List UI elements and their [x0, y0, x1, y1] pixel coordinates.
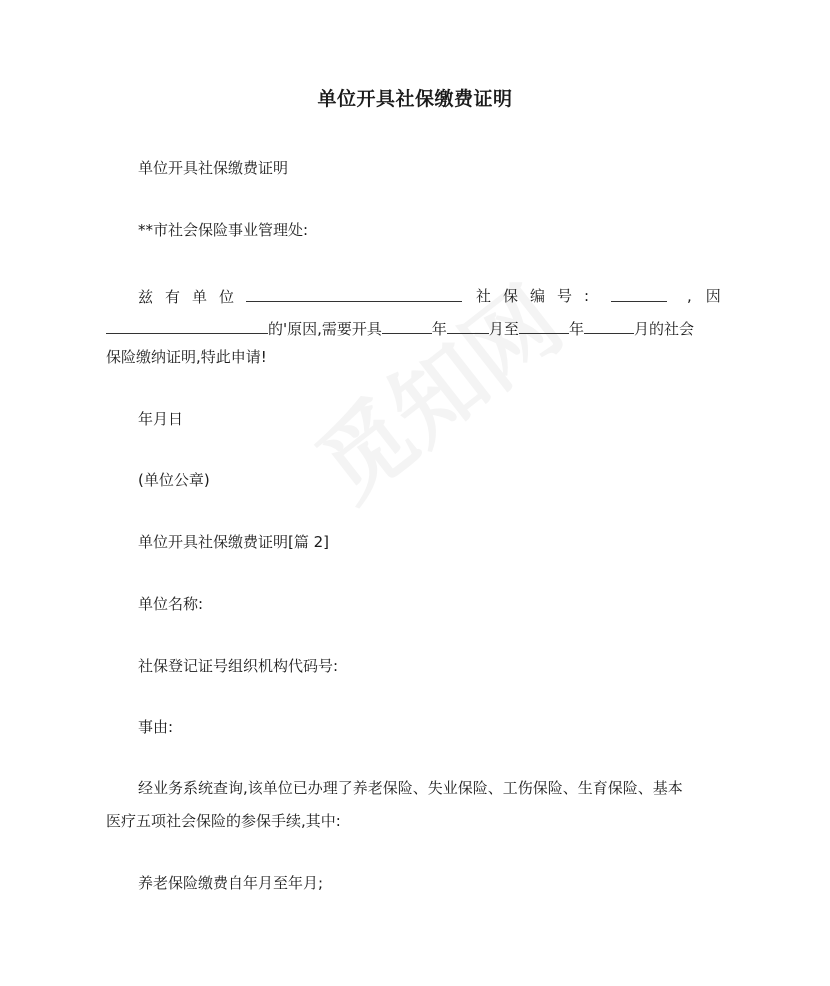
unit-label: 兹有单位: [138, 288, 247, 306]
unit-name-blank: [246, 285, 462, 302]
reason-suffix: 的'原因,需要开具: [268, 320, 382, 338]
paragraph-request-line3: 保险缴纳证明,特此申请!: [106, 348, 267, 366]
paragraph-seal: (单位公章): [138, 471, 210, 489]
year-label-1: 年: [431, 320, 447, 338]
social-security-number-blank-wrap: [611, 285, 667, 308]
year-label-2: 年: [568, 320, 584, 338]
start-year-blank: [382, 317, 432, 334]
paragraph-query-line1: 经业务系统查询,该单位已办理了养老保险、失业保险、工伤保险、生育保险、基本: [138, 779, 683, 797]
month-to-label: 月至: [488, 320, 519, 338]
paragraph-date: 年月日: [138, 410, 184, 428]
paragraph-addressee: **市社会保险事业管理处:: [138, 221, 309, 239]
social-security-number-label: 社保编号:: [476, 287, 602, 305]
reason-blank: [106, 317, 268, 334]
end-year-blank: [519, 317, 569, 334]
paragraph-pension-period: 养老保险缴费自年月至年月;: [138, 874, 324, 892]
paragraph-request-line1: [138, 285, 462, 308]
document-title: 单位开具社保缴费证明: [317, 88, 513, 110]
reason-prefix: ,因: [687, 287, 735, 305]
paragraph-request-line2: [106, 317, 694, 340]
social-security-number-blank: [611, 285, 667, 302]
social-security-number-label-wrap: [476, 285, 601, 307]
paragraph-unit-name: 单位名称:: [138, 595, 204, 613]
start-month-blank: [447, 317, 489, 334]
month-social-label: 月的社会: [633, 320, 694, 338]
paragraph-reason: 事由:: [138, 718, 174, 736]
paragraph-heading: 单位开具社保缴费证明: [138, 159, 289, 177]
end-month-blank: [584, 317, 634, 334]
paragraph-section-2-heading: 单位开具社保缴费证明[篇 2]: [138, 533, 330, 551]
paragraph-query-line2: 医疗五项社会保险的参保手续,其中:: [106, 812, 341, 830]
paragraph-registration-code: 社保登记证号组织机构代码号:: [138, 657, 339, 675]
